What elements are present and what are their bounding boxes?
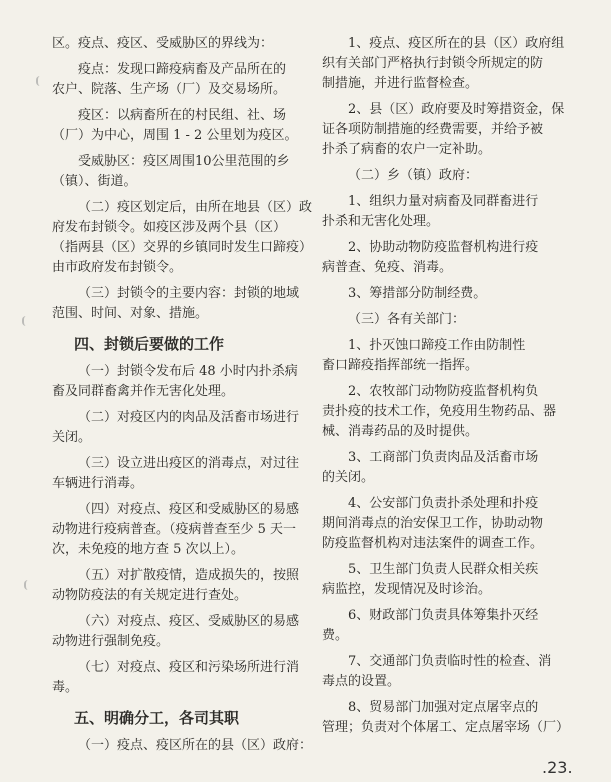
text-line: 7、交通部门负责临时性的检查、消 <box>348 654 552 669</box>
binding-hole-mark <box>22 316 30 326</box>
section-heading: 四、封锁后要做的工作 <box>74 335 225 353</box>
binding-hole-mark <box>24 580 32 590</box>
text-line: （三）各有关部门： <box>348 312 466 327</box>
text-line: 畜及同群畜禽并作无害化处理。 <box>52 384 235 399</box>
text-line: 畜口蹄疫指挥部统一指挥。 <box>322 358 479 373</box>
text-line: （二）乡（镇）政府： <box>348 168 479 183</box>
text-line: （三）设立进出疫区的消毒点，对过往 <box>78 456 300 471</box>
section-heading: 五、明确分工，各司其职 <box>74 709 240 727</box>
text-line: 2、协助动物防疫监督机构进行疫 <box>348 240 539 255</box>
text-line: （二）对疫区内的肉品及活畜市场进行 <box>78 410 300 425</box>
text-line: 动物防疫法的有关规定进行查处。 <box>52 588 248 603</box>
text-line: 范围、时间、对象、措施。 <box>52 306 209 321</box>
left-column <box>52 34 313 756</box>
text-line: 动物进行强制免疫。 <box>52 634 170 649</box>
text-line: （指两县（区）交界的乡镇同时发生口蹄疫） <box>52 240 313 255</box>
text-line: （六）对疫点、疫区、受威胁区的易感 <box>78 614 300 629</box>
text-line: （七）对疫点、疫区和污染场所进行消 <box>78 660 300 675</box>
text-line: 毒。 <box>52 680 79 695</box>
text-line: 疫点：发现口蹄疫病畜及产品所在的 <box>78 62 287 77</box>
text-line: 病监控，发现情况及时诊治。 <box>322 582 492 597</box>
text-line: 制措施，并进行监督检查。 <box>322 76 479 91</box>
text-line: 8、贸易部门加强对定点屠宰点的 <box>348 700 539 715</box>
right-column <box>322 34 578 738</box>
text-line: 1、疫点、疫区所在的县（区）政府组 <box>348 36 565 51</box>
text-line: 扑杀了病畜的农户一定补助。 <box>322 142 492 157</box>
text-line: （一）疫点、疫区所在的县（区）政府： <box>78 738 313 753</box>
text-line: 2、县（区）政府要及时筹措资金，保 <box>348 102 565 117</box>
binding-hole-mark <box>36 76 44 86</box>
text-line: 府发布封锁令。如疫区涉及两个县（区） <box>52 220 287 235</box>
text-line: 车辆进行消毒。 <box>52 476 144 491</box>
text-line: 3、筹措部分防制经费。 <box>348 286 487 301</box>
text-line: 病普查、免疫、消毒。 <box>322 260 453 275</box>
text-line: 受威胁区：疫区周围10公里范围的乡 <box>78 154 290 169</box>
text-line: （三）封锁令的主要内容：封锁的地域 <box>78 286 300 301</box>
text-line: （一）封锁令发布后 48 小时内扑杀病 <box>78 364 298 379</box>
text-line: 1、组织力量对病畜及同群畜进行 <box>348 194 539 209</box>
text-line: 4、公安部门负责扑杀处理和扑疫 <box>348 496 539 511</box>
text-line: 防疫监督机构对违法案件的调查工作。 <box>322 536 544 551</box>
text-line: 毒点的设置。 <box>322 674 401 689</box>
text-line: 动物进行疫病普查。（疫病普查至少 5 天一 <box>52 522 297 537</box>
text-line: 由市政府发布封锁令。 <box>52 260 183 275</box>
text-line: 费。 <box>322 628 349 643</box>
text-line: （四）对疫点、疫区和受威胁区的易感 <box>78 502 300 517</box>
text-line: 证各项防制措施的经费需要，并给予被 <box>322 122 544 137</box>
text-line: 2、农牧部门动物防疫监督机构负 <box>348 384 539 399</box>
text-line: 扑杀和无害化处理。 <box>322 214 440 229</box>
text-line: （厂）为中心，周围 1 - 2 公里划为疫区。 <box>52 128 298 143</box>
text-line: 3、工商部门负责肉品及活畜市场 <box>348 450 539 465</box>
text-line: 农户、院落、生产场（厂）及交易场所。 <box>52 82 287 97</box>
text-line: 5、卫生部门负责人民群众相关疾 <box>348 562 539 577</box>
text-line: 期间消毒点的治安保卫工作，协助动物 <box>322 516 544 531</box>
text-line: 管理；负责对个体屠工、定点屠宰场（厂） <box>322 720 570 735</box>
page-number: .23. <box>542 758 573 777</box>
text-line: 械、消毒药品的及时提供。 <box>322 424 479 439</box>
text-line: 疫区：以病畜所在的村民组、社、场 <box>78 108 287 123</box>
text-line: 区。疫点、疫区、受威胁区的界线为： <box>52 36 274 51</box>
text-line: （五）对扩散疫情，造成损失的，按照 <box>78 568 300 583</box>
text-line: 次，未免疫的地方查 5 次以上）。 <box>52 542 245 557</box>
text-line: （镇）、街道。 <box>52 174 137 189</box>
text-line: 6、财政部门负责具体筹集扑灭经 <box>348 608 539 623</box>
text-line: 1、扑灭蚀口蹄疫工作由防制性 <box>348 338 526 353</box>
text-line: 关闭。 <box>52 430 92 445</box>
text-line: 的关闭。 <box>322 470 375 485</box>
text-line: （二）疫区划定后，由所在地县（区）政 <box>78 200 313 215</box>
text-line: 织有关部门严格执行封锁令所规定的防 <box>322 56 544 71</box>
text-line: 责扑疫的技术工作，免疫用生物药品、器 <box>322 404 557 419</box>
